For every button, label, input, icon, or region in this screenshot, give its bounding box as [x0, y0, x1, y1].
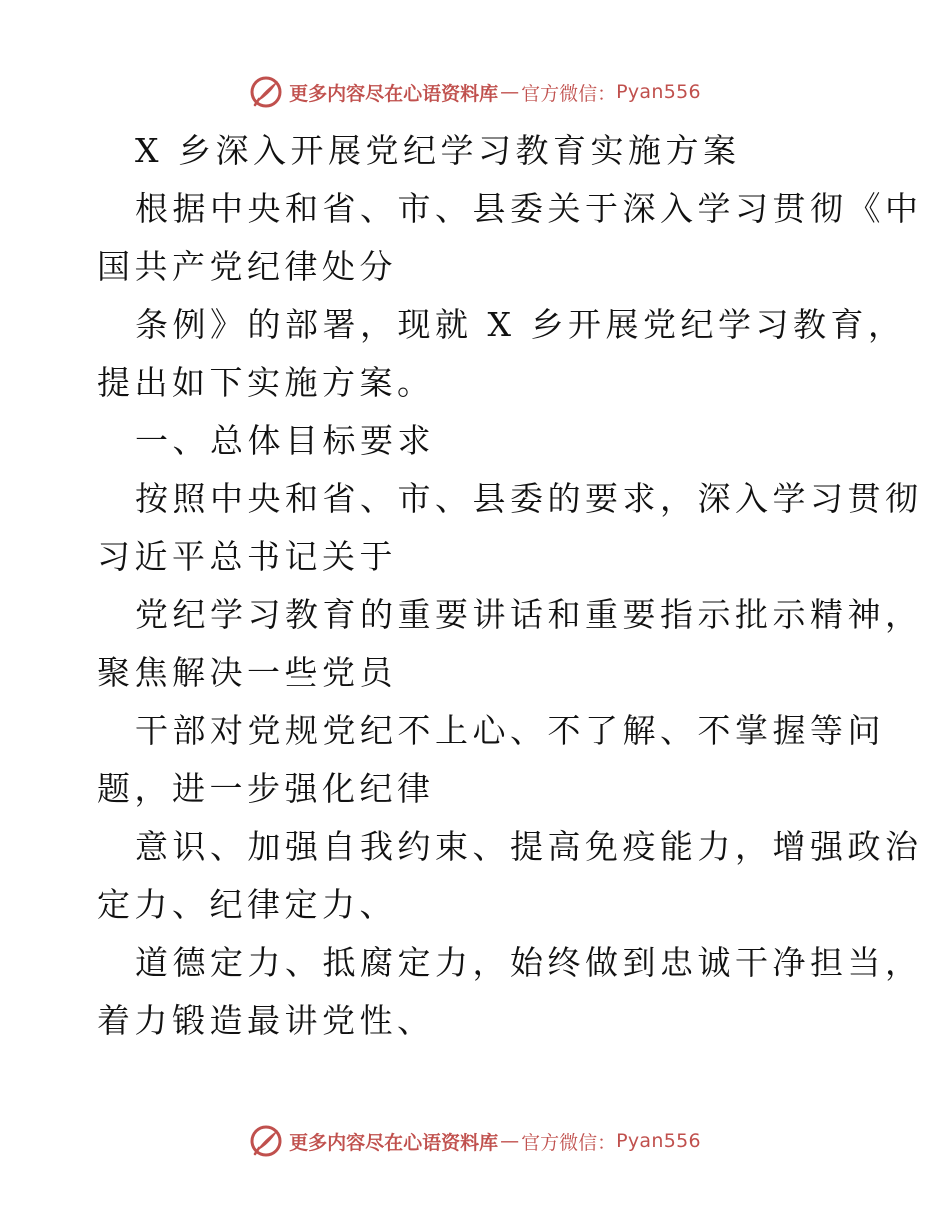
paragraph-line: 聚焦解决一些党员	[97, 653, 397, 692]
banner-dash: —	[500, 81, 520, 103]
paragraph-line: 党纪学习教育的重要讲话和重要指示批示精神，	[135, 595, 923, 634]
paragraph-line: 意识、加强自我约束、提高免疫能力，增强政治	[135, 827, 923, 866]
paragraph-line: 提出如下实施方案。	[97, 363, 435, 402]
paragraph-line: 题，进一步强化纪律	[97, 769, 435, 808]
paragraph-line: 按照中央和省、市、县委的要求，深入学习贯彻	[135, 479, 923, 518]
document-body	[97, 122, 923, 1050]
banner-wechat-id: Pyan556	[616, 1130, 701, 1152]
banner-brand-text: 更多内容尽在心语资料库	[289, 82, 499, 105]
feather-pen-logo-icon	[249, 75, 283, 109]
banner-wechat-label: 官方微信：	[521, 1131, 617, 1154]
banner-wechat-label: 官方微信：	[521, 82, 617, 105]
paragraph-line: 条例》的部署，现就 X 乡开展党纪学习教育，	[135, 305, 906, 344]
banner-dash: —	[500, 1130, 520, 1152]
paragraph-line: 根据中央和省、市、县委关于深入学习贯彻《中	[135, 189, 923, 228]
paragraph-line: 着力锻造最讲党性、	[97, 1001, 435, 1040]
paragraph-line: 干部对党规党纪不上心、不了解、不掌握等问	[135, 711, 885, 750]
paragraph-line: 定力、纪律定力、	[97, 885, 397, 924]
paragraph-line: 习近平总书记关于	[97, 537, 397, 576]
header-watermark-banner	[0, 72, 950, 112]
paragraph-line: 国共产党纪律处分	[97, 247, 397, 286]
feather-pen-logo-icon	[249, 1124, 283, 1158]
paragraph-line: 道德定力、抵腐定力，始终做到忠诚干净担当，	[135, 943, 923, 982]
banner-wechat-id: Pyan556	[616, 81, 701, 103]
section-heading: 一、总体目标要求	[135, 421, 435, 460]
banner-brand-text: 更多内容尽在心语资料库	[289, 1131, 499, 1154]
document-title: X 乡深入开展党纪学习教育实施方案	[135, 131, 741, 170]
footer-watermark-banner	[0, 1121, 950, 1161]
